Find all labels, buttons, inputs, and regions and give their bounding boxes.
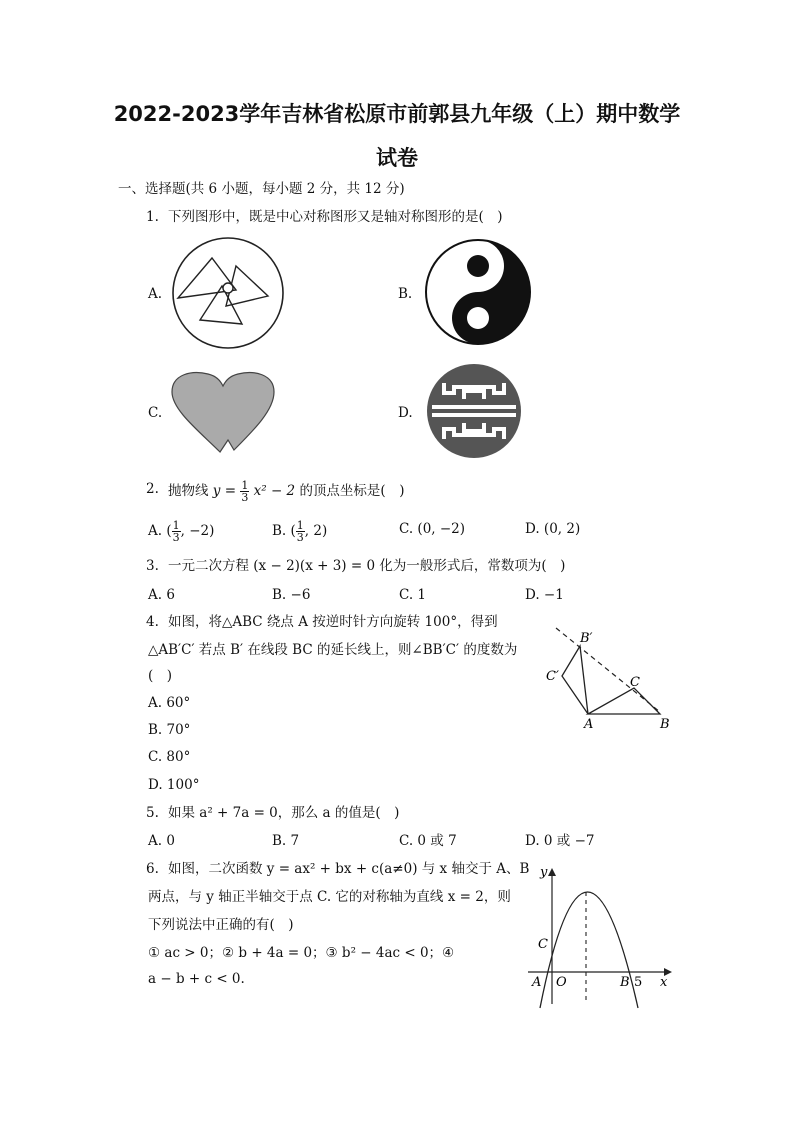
section-heading: 一、选择题(共 6 小题，每小题 2 分，共 12 分)	[118, 181, 405, 197]
label-y: y	[540, 865, 548, 880]
triangle-ABprimeCprime	[562, 646, 588, 714]
q3-option-c: C. 1	[399, 587, 427, 603]
q4-option-a: A. 60°	[148, 695, 191, 711]
q4-line1: 如图，将△ABC 绕点 A 按逆时针方向旋转 100°，得到	[168, 614, 498, 630]
label-B: B	[620, 975, 630, 990]
q2-option-a: A. ( $\frac{1}{3}$ , −2)	[148, 519, 215, 544]
q4-number: 4.	[146, 614, 159, 630]
q1-number: 1.	[146, 209, 159, 225]
q1-option-c-heart	[170, 370, 276, 454]
q4-figure	[540, 620, 680, 732]
q5-option-c: C. 0 或 7	[399, 833, 457, 849]
q3-option-b: B. −6	[272, 587, 311, 603]
q2-number: 2.	[146, 481, 159, 497]
q2-option-b: B. ( $\frac{1}{3}$ , 2)	[272, 519, 328, 544]
q6-line3: 下列说法中正确的有( )	[148, 917, 294, 933]
q2-stem: 抛物线 y = $\frac{1}{3}$ x² − 2 的顶点坐标是( )	[168, 479, 405, 504]
label-five: 5	[634, 975, 643, 990]
triangle-ABC	[588, 688, 660, 714]
q5-option-d: D. 0 或 −7	[525, 833, 595, 849]
q1-option-b-taiji	[424, 238, 532, 346]
q2-option-d: D. (0, 2)	[525, 521, 581, 537]
q6-parabola-figure	[526, 862, 676, 1010]
q3-stem: 一元二次方程 (x − 2)(x + 3) = 0 化为一般形式后，常数项为( )	[168, 558, 566, 574]
q1-option-a-figure	[170, 236, 286, 350]
q6-line4: ① ac > 0；② b + 4a = 0；③ b² − 4ac < 0；④	[148, 945, 455, 961]
q4-line3: ( )	[148, 668, 173, 684]
label-B: B	[660, 717, 670, 732]
q5-option-a: A. 0	[148, 833, 175, 849]
q6-line5: a − b + c < 0.	[148, 971, 245, 987]
paper-title-line1: 2022-2023学年吉林省松原市前郭县九年级（上）期中数学	[113, 102, 681, 126]
label-B-prime: B′	[580, 631, 593, 646]
q4-option-d: D. 100°	[148, 777, 200, 793]
parabola-curve	[540, 892, 638, 1008]
label-A: A	[584, 717, 594, 732]
q3-number: 3.	[146, 558, 159, 574]
label-x: x	[660, 975, 668, 990]
q3-option-a: A. 6	[148, 587, 175, 603]
q1-option-d-label: D.	[398, 405, 413, 421]
q1-option-a-label: A.	[148, 286, 163, 302]
q6-line2: 两点，与 y 轴正半轴交于点 C. 它的对称轴为直线 x = 2，则	[148, 889, 511, 905]
q1-option-b-label: B.	[398, 286, 413, 302]
paper-title-line2: 试卷	[376, 146, 418, 170]
label-A: A	[532, 975, 542, 990]
q5-stem: 如果 a² + 7a = 0，那么 a 的值是( )	[168, 805, 400, 821]
q5-number: 5.	[146, 805, 159, 821]
q1-option-d-symbol	[424, 363, 524, 459]
q5-option-b: B. 7	[272, 833, 300, 849]
q1-stem: 下列图形中，既是中心对称图形又是轴对称图形的是( )	[168, 209, 503, 225]
q1-option-c-label: C.	[148, 405, 163, 421]
q4-option-b: B. 70°	[148, 722, 191, 738]
q3-option-d: D. −1	[525, 587, 564, 603]
center-dot	[223, 283, 233, 293]
q2-option-c: C. (0, −2)	[399, 521, 466, 537]
label-C: C	[538, 937, 548, 952]
label-C: C	[630, 675, 640, 690]
extension-dashed-line	[556, 628, 660, 712]
label-O: O	[556, 975, 567, 990]
q6-line1: 如图，二次函数 y = ax² + bx + c(a≠0) 与 x 轴交于 A、B	[168, 861, 530, 877]
y-axis-arrow	[548, 868, 556, 876]
q6-number: 6.	[146, 861, 159, 877]
q4-option-c: C. 80°	[148, 749, 191, 765]
label-C-prime: C′	[546, 669, 559, 684]
q4-line2: △AB′C′ 若点 B′ 在线段 BC 的延长线上，则∠BB′C′ 的度数为	[148, 642, 518, 658]
